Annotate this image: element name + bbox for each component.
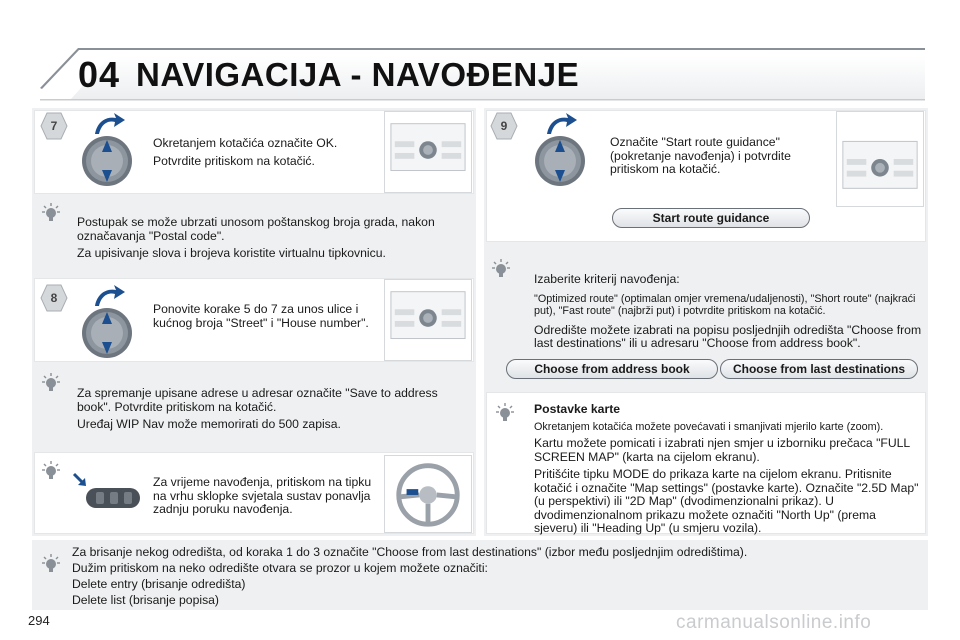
- tip3-text: Za vrijeme navođenja, pritiskom na tipku na vrhu sklopke svjetala sustav ponavlja zadnju poruku navođenja.: [153, 475, 372, 516]
- radio-panel-image: [384, 279, 472, 361]
- watermark: carmanualsonline.info: [676, 612, 872, 633]
- lightbulb-icon: [40, 202, 62, 224]
- curved-arrow-icon: [92, 282, 126, 308]
- page-header: [0, 0, 960, 102]
- bottom-tip-text: Za brisanje nekog odredišta, od koraka 1 do 3 označite "Choose from last destinations" (izbor među posljednjim odredištima). Dužim pritiskom na neko odredište otvara se prozor u kojem možete označiti: Delete entry (brisanje odredišta) Delete list (brisanje popisa): [72, 545, 748, 607]
- page-title: NAVIGACIJA - NAVOĐENJE: [136, 56, 580, 93]
- lightbulb-icon: [40, 553, 62, 575]
- step-badge-8: 8: [40, 284, 68, 312]
- step-badge-7: 7: [40, 112, 68, 140]
- choose-from-address-book-button[interactable]: Choose from address book: [506, 359, 718, 379]
- map-settings-text: Postavke karte Okretanjem kotačića možete povećavati i smanjivati mjerilo karte (zoom). Kartu možete pomicati i izabrati njen smjer u izborniku prečaca "FULL SCREEN MAP" (karta na cijelom ekranu). Pritišćite tipku MODE do prikaza karte na cijelom ekranu. Pritisnite kotačić i označite "Map settings" (postavke karte). Označite "2.5D Map" (u perspektivi) ili "2D Map" (dvodimenzionalni prikaz). U dvodimenzionalnom prikazu možete označiti "North Up" (prema sjeveru) ili "Heading Up" (u smjeru vozila).: [534, 403, 922, 540]
- lightbulb-icon: [490, 258, 512, 280]
- curved-arrow-icon: [92, 110, 126, 136]
- radio-panel-image: [384, 111, 472, 193]
- step7-text: Okretanjem kotačića označite OK. Potvrdite pritiskom na kotačić.: [153, 136, 338, 168]
- rotary-knob-icon: [533, 134, 587, 188]
- map-settings-heading: Postavke karte: [534, 402, 621, 416]
- rotary-knob-icon: [80, 134, 134, 188]
- steering-wheel-image: [384, 455, 472, 533]
- curved-arrow-icon: [544, 110, 578, 136]
- lightbulb-icon: [40, 372, 62, 394]
- tip2-text: Za spremanje upisane adrese u adresar označite "Save to address book". Potvrdite pritiskom na kotačić. Uređaj WIP Nav može memorirati do 500 zapisa.: [77, 386, 438, 431]
- choose-from-last-destinations-button[interactable]: Choose from last destinations: [720, 359, 918, 379]
- step9-text: Označite "Start route guidance" (pokretanje navođenja) i potvrdite pritiskom na kotačić.: [610, 135, 791, 176]
- tip1-text: Postupak se može ubrzati unosom poštanskog broja grada, nakon označavanja "Postal code". Za upisivanje slova i brojeva koristite virtualnu tipkovnicu.: [77, 215, 435, 260]
- light-stalk-icon: [70, 470, 146, 520]
- chapter-number: 04: [78, 54, 121, 95]
- page-number: 294: [28, 613, 50, 628]
- radio-panel-image: [836, 111, 924, 207]
- lightbulb-icon: [494, 402, 516, 424]
- step8-text: Ponovite korake 5 do 7 za unos ulice i kućnog broja "Street" i "House number".: [153, 302, 369, 330]
- rotary-knob-icon: [80, 306, 134, 360]
- lightbulb-icon: [40, 460, 62, 482]
- start-route-guidance-button[interactable]: Start route guidance: [612, 208, 810, 228]
- tip4-text: Izaberite kriterij navođenja: "Optimized route" (optimalan omjer vremena/udaljenosti), "Short route" (najkraći put), "Fast route" (najbrži put) i potvrdite pritiskom na kotačić. Odredište možete izabrati na popisu posljednjih odredišta "Choose from last destinations" ili u adresaru "Choose from address book".: [534, 272, 922, 350]
- step-badge-9: 9: [490, 112, 518, 140]
